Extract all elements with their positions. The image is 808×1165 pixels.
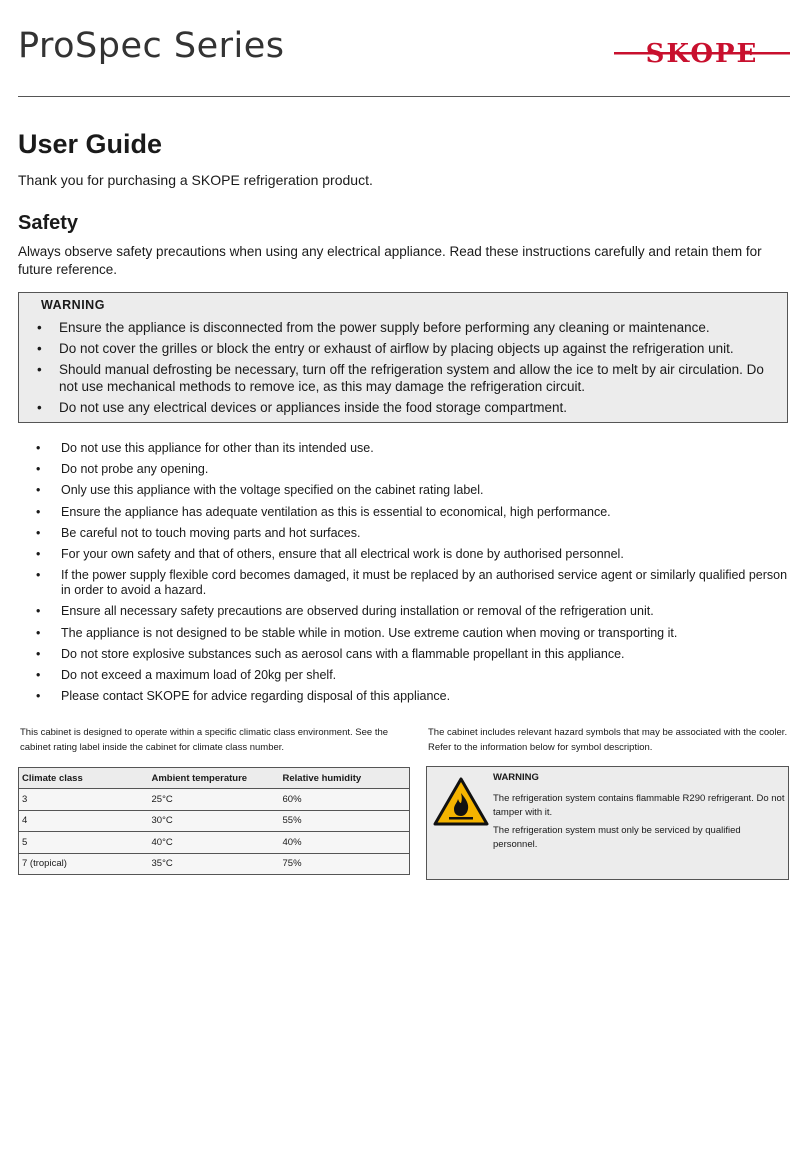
warning-item: • Do not use any electrical devices or appliances inside the food storage compartment. <box>19 399 789 416</box>
hazard-warning-text: The refrigeration system contains flammable R290 refrigerant. Do not tamper with it. <box>493 793 785 818</box>
safety-item: • Ensure the appliance has adequate ventilation as this is essential to economical, high performance. <box>18 505 790 520</box>
safety-item: • Do not use this appliance for other than its intended use. <box>18 441 790 456</box>
warning-item: • Do not cover the grilles or block the entry or exhaust of airflow by placing objects up against the refrigeration unit. <box>19 340 789 357</box>
hazard-warning-title: WARNING <box>493 772 539 783</box>
safety-heading: Safety <box>18 212 79 234</box>
intro-text: Thank you for purchasing a SKOPE refrigeration product. <box>18 172 373 188</box>
table-row <box>19 789 410 811</box>
safety-list <box>18 441 790 710</box>
table-cell: 40°C <box>149 832 280 854</box>
safety-item: • Please contact SKOPE for advice regarding disposal of this appliance. <box>18 689 790 704</box>
hazard-service-text: The refrigeration system must only be serviced by qualified personnel. <box>493 825 741 850</box>
skope-logo <box>614 38 790 68</box>
safety-intro: Always observe safety precautions when using any electrical appliance. Read these instructions carefully and retain them for future reference. <box>18 244 762 277</box>
column-header-ambient-temperature: Ambient temperature <box>149 768 280 789</box>
safety-item: • Do not probe any opening. <box>18 462 790 477</box>
warning-item: • Ensure the appliance is disconnected from the power supply before performing any cleaning or maintenance. <box>19 319 789 336</box>
safety-item: • Do not store explosive substances such as aerosol cans with a flammable propellant in this appliance. <box>18 647 790 662</box>
safety-item: • Do not exceed a maximum load of 20kg per shelf. <box>18 668 790 683</box>
climate-class-table <box>18 767 410 875</box>
safety-item: • Be careful not to touch moving parts and hot surfaces. <box>18 526 790 541</box>
table-header-row <box>19 768 410 789</box>
safety-item: • The appliance is not designed to be stable while in motion. Use extreme caution when moving or transporting it. <box>18 626 790 641</box>
table-cell: 3 <box>19 789 149 811</box>
table-cell: 4 <box>19 810 149 832</box>
hazard-note: The cabinet includes relevant hazard symbols that may be associated with the cooler. Refer to the information below for symbol description. <box>428 727 788 753</box>
flammable-warning-icon <box>433 777 489 827</box>
table-cell: 25°C <box>149 789 280 811</box>
header-rule <box>18 96 790 97</box>
column-header-climate-class: Climate class <box>19 768 149 789</box>
column-header-relative-humidity: Relative humidity <box>280 768 410 789</box>
series-title: ProSpec Series <box>18 26 285 66</box>
table-cell: 7 (tropical) <box>19 853 149 875</box>
table-cell: 35°C <box>149 853 280 875</box>
table-cell: 30°C <box>149 810 280 832</box>
table-cell: 60% <box>280 789 410 811</box>
safety-item: • If the power supply flexible cord becomes damaged, it must be replaced by an authorised service agent or similarly qualified person in order to avoid a hazard. <box>18 568 790 598</box>
table-cell: 5 <box>19 832 149 854</box>
safety-item: • Ensure all necessary safety precautions are observed during installation or removal of the refrigeration unit. <box>18 604 790 619</box>
safety-item: • For your own safety and that of others, ensure that all electrical work is done by authorised personnel. <box>18 547 790 562</box>
table-row <box>19 853 410 875</box>
table-cell: 75% <box>280 853 410 875</box>
warning-item: • Should manual defrosting be necessary, turn off the refrigeration system and allow the ice to melt by air circulation. Do not use mechanical methods to remove ice, as this may damage the refrigeration circuit. <box>19 361 789 395</box>
warning-list <box>19 319 789 420</box>
safety-item: • Only use this appliance with the voltage specified on the cabinet rating label. <box>18 483 790 498</box>
warning-box <box>18 292 788 423</box>
svg-text:SKOPE: SKOPE <box>645 39 759 68</box>
page-title: User Guide <box>18 129 163 159</box>
table-row <box>19 810 410 832</box>
table-row <box>19 832 410 854</box>
climate-note: This cabinet is designed to operate within a specific climatic class environment. See the cabinet rating label inside the cabinet for climate class number. <box>20 727 389 753</box>
hazard-warning-box <box>426 766 789 880</box>
table-cell: 55% <box>280 810 410 832</box>
table-cell: 40% <box>280 832 410 854</box>
warning-title: WARNING <box>41 298 105 312</box>
